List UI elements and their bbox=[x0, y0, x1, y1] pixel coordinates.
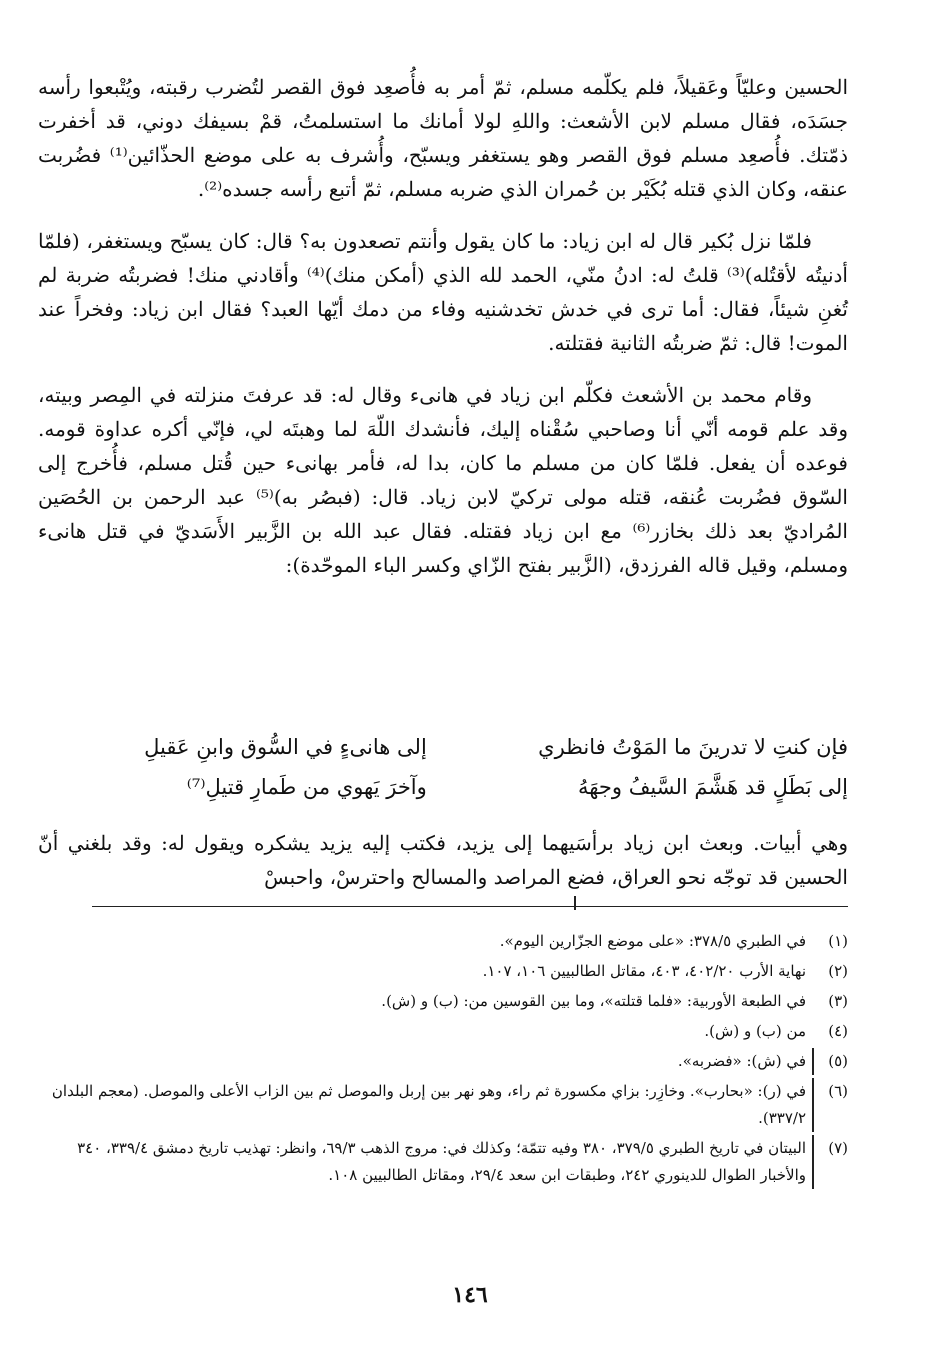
footnotes bbox=[38, 928, 848, 1192]
footnote bbox=[38, 958, 848, 985]
footnote-number: (٢) bbox=[828, 962, 848, 980]
footnote-number: (٦) bbox=[812, 1078, 848, 1132]
verse-1-first-hemistich: فإن كنتِ لا تدرينَ ما المَوْتُ فانظري bbox=[538, 735, 848, 759]
footnote bbox=[38, 988, 848, 1015]
footnote-number: (٥) bbox=[812, 1048, 848, 1075]
footnote-text: في (ر): «بحارب». وخازِر: بزاي مكسورة ثم راء، وهو نهر بين إربل والموصل ثم بين الزاب الأعلى والموصل. (معجم البلدان ٣٣٧/٢). bbox=[51, 1082, 806, 1127]
footnote-separator bbox=[92, 906, 848, 907]
footnote bbox=[38, 1048, 848, 1075]
footnote-text: نهاية الأرب ٤٠٢/٢٠، ٤٠٣، مقاتل الطالبيين ١٠٦، ١٠٧. bbox=[482, 962, 806, 980]
paragraph-2: فلمّا نزل بُكير قال له ابن زياد: ما كان يقول وأنتم تصعدون به؟ قال: كان يسبّح ويستغفر، (فلمّا أدنيتُه لأقتُله)⁽³⁾ قلتُ له: ادنُ منّي، الحمد لله الذي (أمكن منك)⁽⁴⁾ وأقادني منك! فضربتُه ضربة لم تُغنِ شيئاً، فقال: أما ترى في خدش تخدشنيه وفاء من دمك أيّها العبد؟ فقال ابن زياد: وفخراً عند الموت! قال: ثمّ ضربتُه الثانية فقتلته. bbox=[38, 229, 848, 355]
verse-1-second-hemistich: إلى هانىءٍ في السُّوق وابنِ عَقيلِ bbox=[144, 735, 427, 759]
footnote-text: في الطبري ٣٧٨/٥: «على موضع الجزّارين اليوم». bbox=[499, 932, 806, 950]
main-text bbox=[38, 70, 848, 600]
paragraph-3: وقام محمد بن الأشعث فكلّم ابن زياد في هانىء وقال له: قد عرفتَ منزلته في المِصر وبيته، وقد علم قومه أنّي أنا وصاحبي سُقْناه إليك، فأنشدك اللّهَ لما وهبتَه لي، فإنّي أكره عداوة قومه. فوعده أن يفعل. فلمّا كان من مسلم ما كان، بدا له، فأمر بهانىء حين قُتل مسلم، فأُخرج إلى السّوق فضُربت عُنقه، قتله مولى تركيّ لابن زياد. قال: (فبصُر به)⁽⁵⁾ عبد الرحمن بن الحُصَين المُراديّ بعد ذلك بخازر⁽⁶⁾ مع ابن زياد فقتله. فقال عبد الله بن الزَّبير الأَسَديّ في قتل هانىء ومسلم، وقيل قاله الفرزدق، (الزَّبير بفتح الزّاي وكسر الباء الموحّدة): bbox=[38, 383, 848, 577]
footnote-number: (٤) bbox=[828, 1022, 848, 1040]
footnote bbox=[38, 1018, 848, 1045]
paragraph-1: الحسين وعليّاً وعَقيلاً، فلم يكلّمه مسلم، ثمّ أمر به فأُصعِد فوق القصر لتُضرب رقبته، ويُتْبعوا رأسه جسَدَه، فقال مسلم لابن الأشعث: واللهِ لولا أمانك ما استسلمتُ، قمْ بسيفك دوني، قد أخفرت ذمّتك. فأُصعِد مسلم فوق القصر وهو يستغفر ويسبّح، وأُشرف به على موضع الحذّائين⁽¹⁾ فضُربت عنقه، وكان الذي قتله بُكَيْر بن حُمران الذي ضربه مسلم، ثمّ أتبع رأسه جسده⁽²⁾. bbox=[38, 75, 848, 201]
page-number: ١٤٦ bbox=[452, 1282, 488, 1308]
footnote bbox=[38, 928, 848, 955]
footnote-text: في (ش): «فضربه». bbox=[677, 1052, 806, 1070]
poem bbox=[38, 727, 848, 807]
separator-tick bbox=[574, 896, 576, 910]
footnote-number: (٣) bbox=[828, 992, 848, 1010]
footnote-number: (٧) bbox=[812, 1135, 848, 1189]
footnote-text: في الطبعة الأوربية: «فلما قتلته»، وما بين القوسين من: (ب) و (ش). bbox=[381, 992, 806, 1010]
footnote-text: من (ب) و (ش). bbox=[704, 1022, 806, 1040]
footnote bbox=[38, 1135, 848, 1189]
poem-verse-2 bbox=[38, 767, 848, 807]
footnote-text: البيتان في تاريخ الطبري ٣٧٩/٥، ٣٨٠ وفيه تتمّة؛ وكذلك في: مروج الذهب ٦٩/٣، وانظر: تهذيب تاريخ دمشق ٣٣٩/٤، ٣٤٠ والأخبار الطوال للدينوري ٢٤٢، وطبقات ابن سعد ٢٩/٤، ومقاتل الطالبيين ١٠٨. bbox=[77, 1139, 806, 1184]
poem-verse-1 bbox=[38, 727, 848, 767]
verse-2-second-hemistich: وآخرَ يَهوي من طَمارِ قتيلِ⁽⁷⁾ bbox=[186, 775, 427, 799]
verse-2-first-hemistich: إلى بَطَلٍ قد هَشَّمَ السَّيفُ وجهَهُ bbox=[577, 775, 848, 799]
closing-paragraph: وهي أبيات. وبعث ابن زياد برأسَيهما إلى يزيد، فكتب إليه يزيد يشكره ويقول له: وقد بلغني أنّ الحسين قد توجّه نحو العراق، فضع المراصد والمسالح واحترسْ، واحبسْ bbox=[38, 831, 848, 889]
footnote-number: (١) bbox=[828, 932, 848, 950]
footnote bbox=[38, 1078, 848, 1132]
